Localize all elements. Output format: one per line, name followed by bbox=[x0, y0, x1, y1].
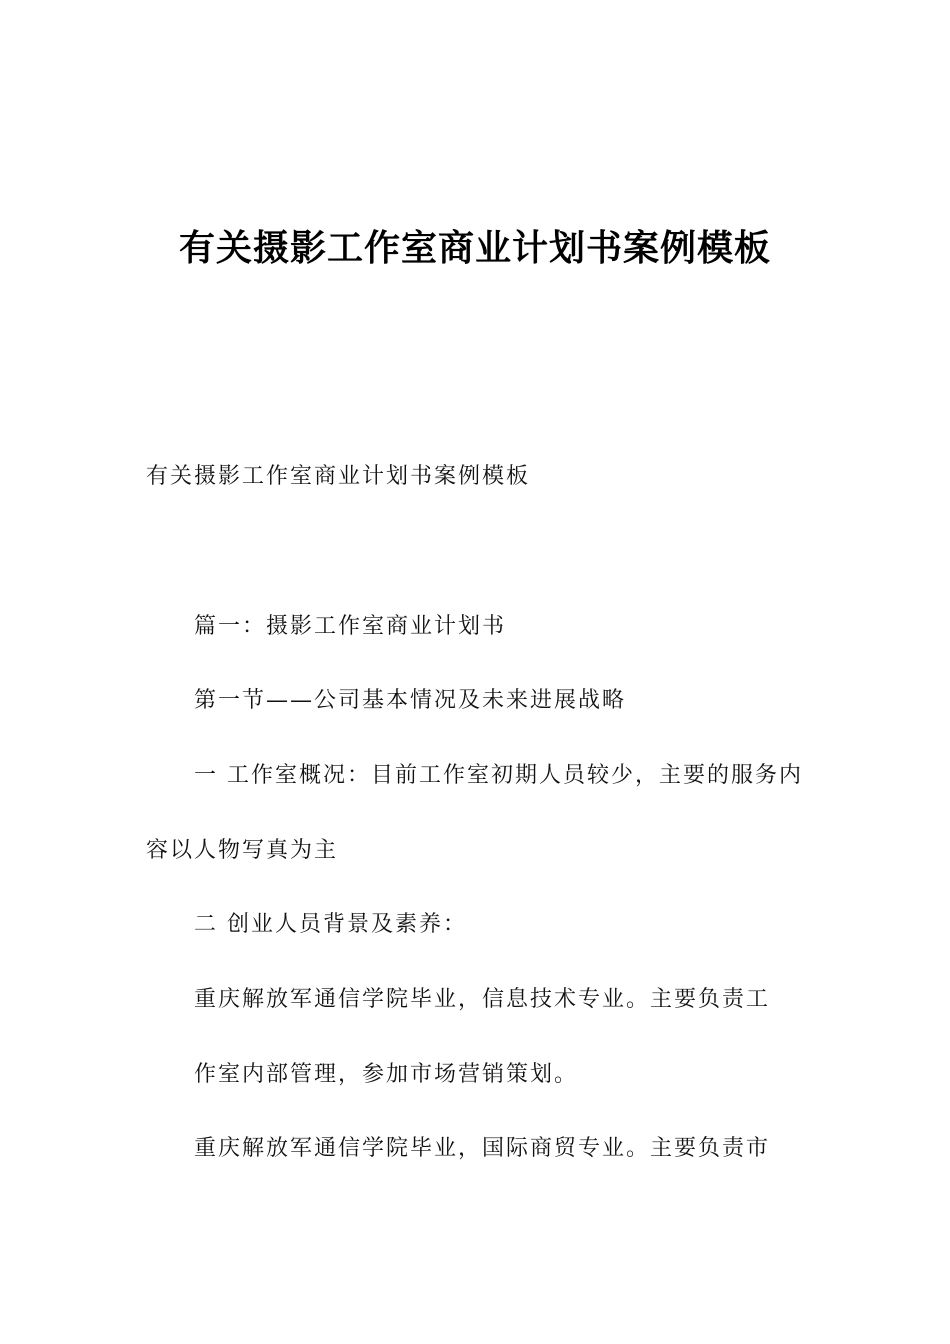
chapter-heading: 篇一：摄影工作室商业计划书 bbox=[194, 614, 507, 639]
background-heading: 二 创业人员背景及素养： bbox=[194, 912, 467, 937]
overview-paragraph-line: 容以人物写真为主 bbox=[146, 838, 339, 863]
document-title: 有关摄影工作室商业计划书案例模板 bbox=[178, 228, 771, 269]
member-paragraph-line: 作室内部管理，参加市场营销策划。 bbox=[194, 1062, 579, 1087]
member-paragraph-line: 重庆解放军通信学院毕业，信息技术专业。主要负责工 bbox=[194, 987, 771, 1012]
document-subtitle: 有关摄影工作室商业计划书案例模板 bbox=[146, 464, 531, 489]
section-heading: 第一节——公司基本情况及未来进展战略 bbox=[194, 688, 627, 713]
overview-paragraph-line: 一 工作室概况：目前工作室初期人员较少，主要的服务内 bbox=[194, 763, 803, 788]
member-paragraph-line: 重庆解放军通信学院毕业，国际商贸专业。主要负责市 bbox=[194, 1136, 771, 1161]
